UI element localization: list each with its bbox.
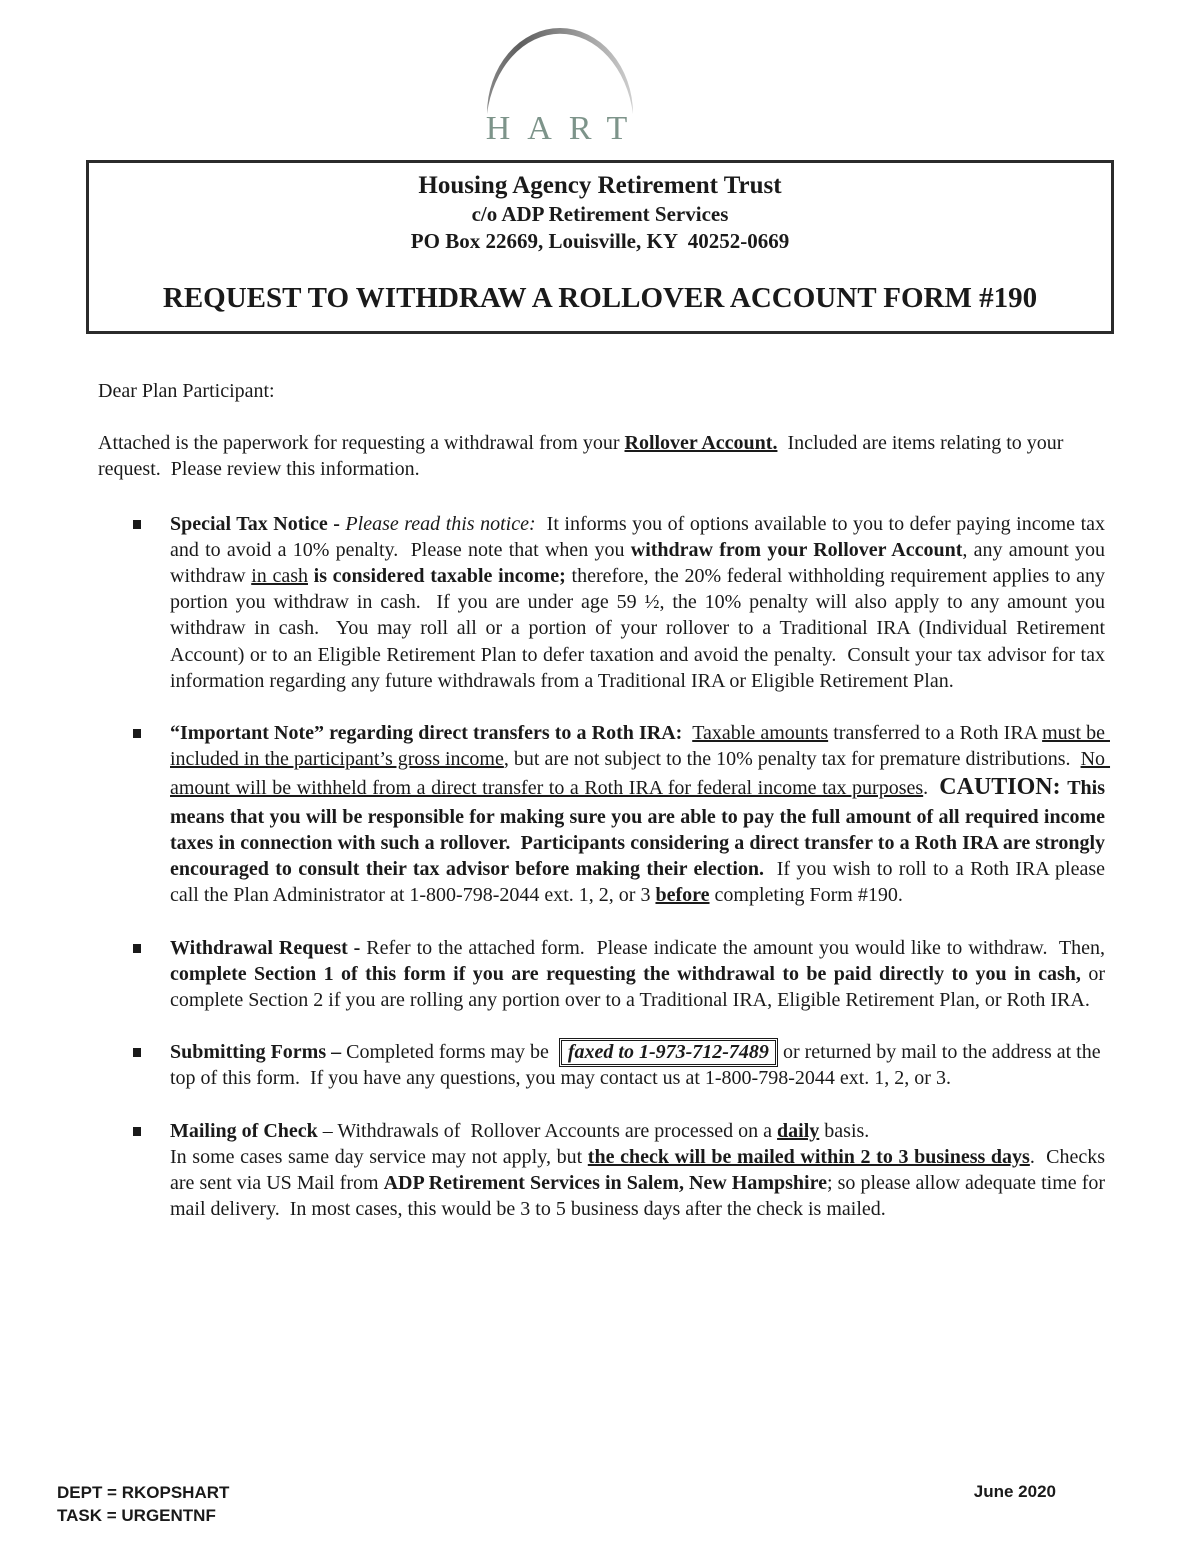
bullet-submitting-forms xyxy=(133,1039,1105,1091)
org-name: Housing Agency Retirement Trust xyxy=(418,172,782,199)
square-bullet-icon xyxy=(133,729,141,738)
hart-logo xyxy=(475,16,645,148)
footer-dept: DEPT = RKOPSHART xyxy=(57,1483,230,1502)
bullet-text: Mailing of Check – Withdrawals of Rollover Accounts are processed on a daily basis. In some cases same day service may not apply, but the check will be mailed within 2 to 3 business days. Checks are sent via US Mail from ADP Retirement Services in Salem, New Hampshire; so please allow adequate time for mail delivery. In most cases, this would be 3 to 5 business days after the check is mailed. xyxy=(170,1119,1111,1221)
org-address: PO Box 22669, Louisville, KY 40252-0669 xyxy=(410,229,790,254)
bullet-mailing-of-check xyxy=(133,1118,1111,1223)
bullet-text: Special Tax Notice - Please read this notice: It informs you of options available to you to defer paying income tax and to avoid a 10% penalty. Please note that when you withdraw from your Rollover Account, any amount you withdraw in cash is considered taxable income; therefore, the 20% federal withholding requirement applies to any portion you withdraw in cash. If you are under age 59 ½, the 10% penalty will also apply to any amount you withdraw in cash. You may roll all or a portion of your rollover to a Traditional IRA (Individual Retirement Account) or to an Eligible Retirement Plan to defer taxation and avoid the penalty. Consult your tax advisor for tax information regarding any future withdrawals from a Traditional IRA or Eligible Retirement Plan. xyxy=(170,512,1111,692)
salutation: Dear Plan Participant: xyxy=(98,379,275,402)
square-bullet-icon xyxy=(133,1048,141,1057)
square-bullet-icon xyxy=(133,520,141,529)
header-box xyxy=(86,160,1114,334)
square-bullet-icon xyxy=(133,944,141,953)
bullet-text: Withdrawal Request - Refer to the attached form. Please indicate the amount you would like to withdraw. Then, complete Section 1 of this form if you are requesting the withdrawal to be paid directly to you in cash, or complete Section 2 if you are rolling any portion over to a Traditional IRA, Eligible Retirement Plan, or Roth IRA. xyxy=(170,936,1110,1011)
bullet-important-note-roth-ira xyxy=(133,720,1111,909)
logo-wordmark: HART xyxy=(485,110,645,147)
logo-arc-icon xyxy=(475,16,645,116)
org-care-of: c/o ADP Retirement Services xyxy=(471,202,729,226)
form-title: REQUEST TO WITHDRAW A ROLLOVER ACCOUNT FORM #190 xyxy=(162,281,1038,314)
bullet-withdrawal-request xyxy=(133,935,1110,1014)
footer-codes xyxy=(57,1482,229,1528)
bullet-text: “Important Note” regarding direct transfers to a Roth IRA: Taxable amounts transferred to a Roth IRA must be included in the participant’s gross income, but are not subject to the 10% penalty tax for premature distributions. No amount will be withheld from a direct transfer to a Roth IRA for federal income tax purposes. CAUTION: This means that you will be responsible for making sure you are able to pay the full amount of all required income taxes in connection with such a rollover. Participants considering a direct transfer to a Roth IRA are strongly encouraged to consult their tax advisor before making their election. If you wish to roll to a Roth IRA please call the Plan Administrator at 1-800-798-2044 ext. 1, 2, or 3 before completing Form #190. xyxy=(170,722,1111,907)
intro-paragraph: Attached is the paperwork for requesting a withdrawal from your Rollover Account. Included are items relating to your request. Please review this information. xyxy=(98,431,1069,481)
square-bullet-icon xyxy=(133,1127,141,1136)
bullet-special-tax-notice xyxy=(133,511,1111,694)
footer-date: June 2020 xyxy=(973,1482,1056,1501)
footer-task: TASK = URGENTNF xyxy=(57,1505,216,1525)
bullet-list xyxy=(133,511,1111,1223)
bullet-text: Submitting Forms – Completed forms may be faxed to 1-973-712-7489 or returned by mail to the address at the top of this form. If you have any questions, you may contact us at 1-800-798-2044 ext. 1, 2, or 3. xyxy=(170,1039,1105,1091)
